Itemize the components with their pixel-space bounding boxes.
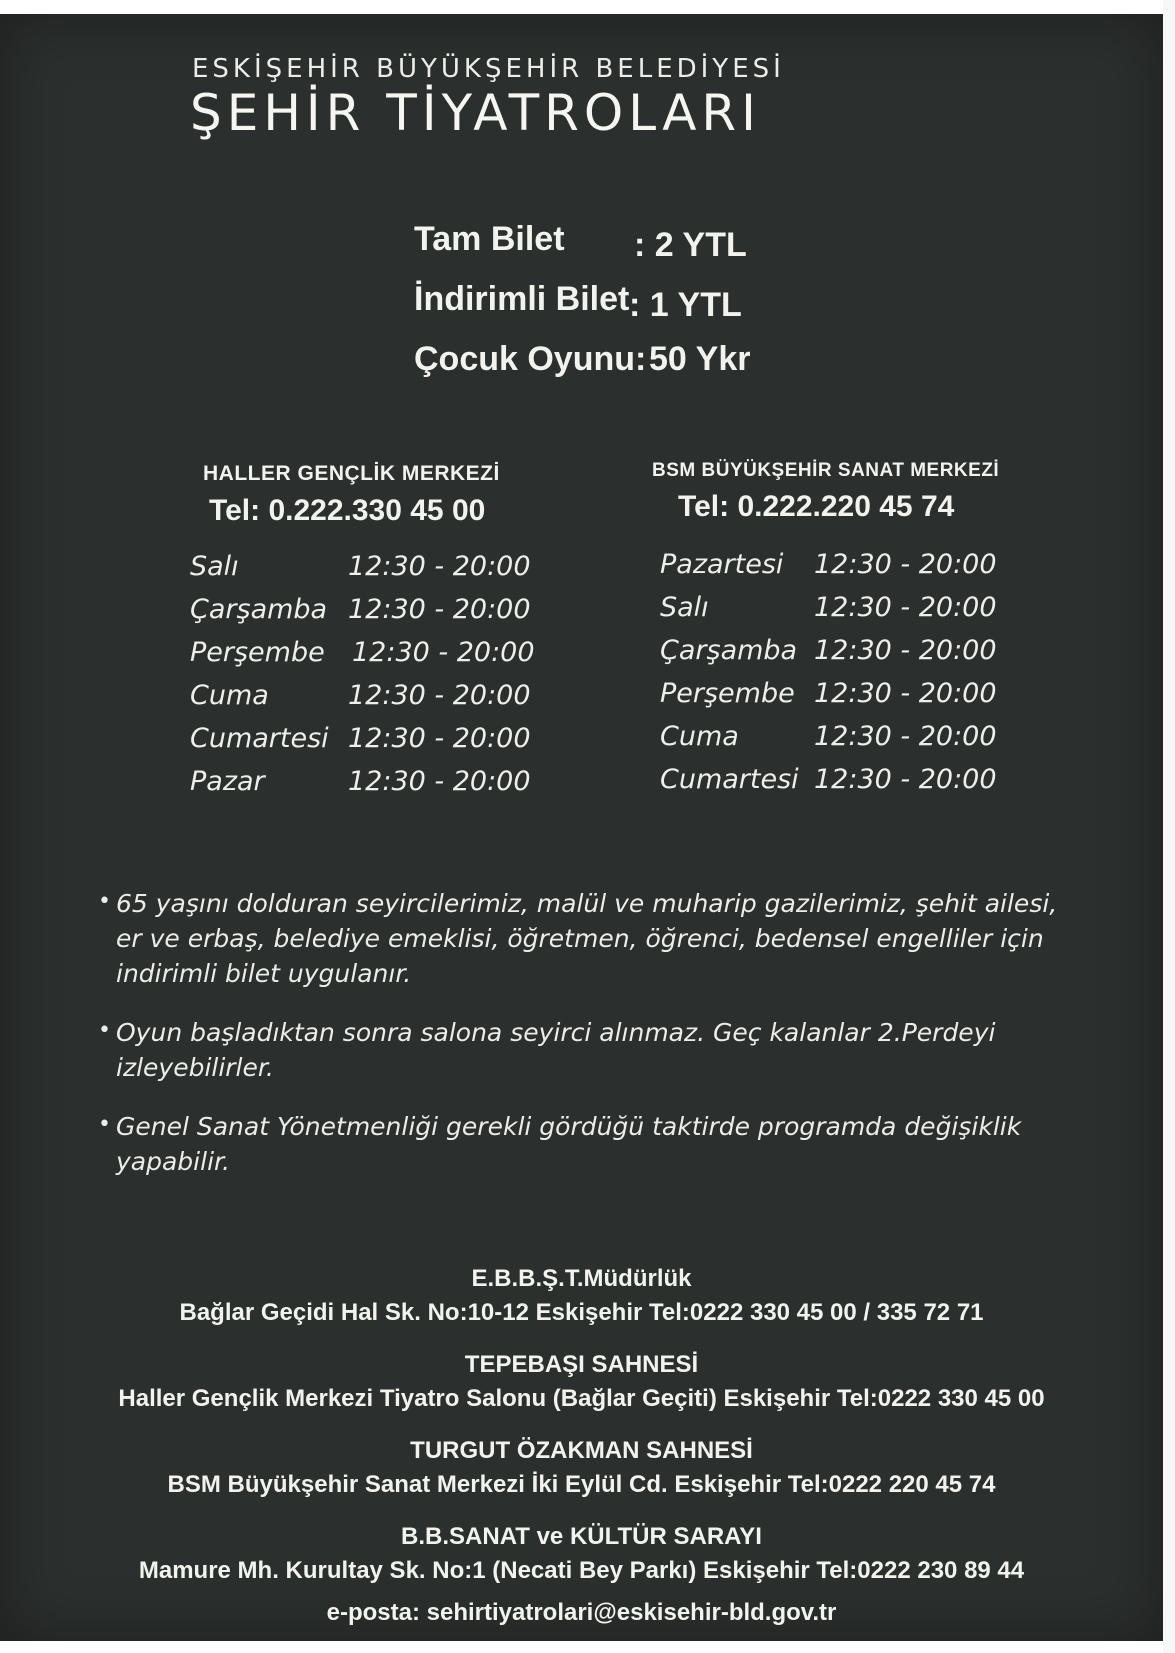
footer-title: B.B.SANAT ve KÜLTÜR SARAYI [401,1523,762,1550]
schedule-hours: 12:30 - 20:00 [348,766,531,797]
schedule-hours: 12:30 - 20:00 [814,549,997,580]
venue-left-tel: Tel: 0.222.330 45 00 [209,494,486,527]
footer-title: TURGUT ÖZAKMAN SAHNESİ [410,1437,753,1464]
schedule-day: Salı [660,592,709,623]
schedule-hours: 12:30 - 20:00 [814,592,997,623]
price-label: Çocuk Oyunu: [414,340,647,378]
schedule-day: Çarşamba [660,635,798,666]
organization-name: ESKİŞEHİR BÜYÜKŞEHİR BELEDİYESİ [192,54,785,84]
note-item [98,886,1088,991]
schedule-day: Cuma [190,680,269,711]
schedule-day: Çarşamba [190,594,328,625]
schedule-day: Cumartesi [660,764,799,795]
schedule-day: Cuma [660,721,739,752]
schedule-day: Pazar [190,766,265,797]
schedule-hours: 12:30 - 20:00 [348,680,531,711]
contact-footer [0,1262,1163,1630]
note-text: Genel Sanat Yönetmenliği gerekli gördüğü taktirde programda değişiklik yapabilir. [116,1112,1022,1176]
footer-address: Haller Gençlik Merkezi Tiyatro Salonu (Bağlar Geçiti) Eskişehir Tel:0222 330 45 00 [118,1385,1045,1412]
schedule-hours: 12:30 - 20:00 [348,723,531,754]
venue-right-tel: Tel: 0.222.220 45 74 [678,490,955,523]
price-value: : 2 YTL [634,226,747,264]
schedule-day: Perşembe [660,678,795,709]
schedule-hours: 12:30 - 20:00 [348,551,531,582]
page-margin-right [1163,0,1175,1653]
notes-list [98,886,1088,1203]
price-value: : 1 YTL [629,286,742,324]
schedule-day: Perşembe [190,637,325,668]
schedule-hours: 12:30 - 20:00 [814,678,997,709]
schedule-day: Pazartesi [660,549,784,580]
schedule-hours: 12:30 - 20:00 [814,764,997,795]
note-item [98,1109,1088,1179]
footer-address: Bağlar Geçidi Hal Sk. No:10-12 Eskişehir Tel:0222 330 45 00 / 335 72 71 [179,1299,984,1326]
footer-title: TEPEBAŞI SAHNESİ [464,1351,699,1378]
price-value: 50 Ykr [649,340,751,378]
price-label: İndirimli Bilet [414,280,630,318]
price-label: Tam Bilet [414,220,565,258]
page-title: ŞEHİR TİYATROLARI [190,84,761,142]
schedule-hours: 12:30 - 20:00 [814,635,997,666]
bullet-icon: • [98,1018,111,1043]
venue-right-name: BSM BÜYÜKŞEHİR SANAT MERKEZİ [652,460,1000,481]
note-text: 65 yaşını dolduran seyircilerimiz, malül ve muharip gazilerimiz, şehit ailesi, er ve erbaş, belediye emeklisi, öğretmen, öğrenci, bedensel engelliler için indirimli bilet uygulanır. [116,889,1058,988]
venue-left-name: HALLER GENÇLİK MERKEZİ [203,462,500,485]
schedule-hours: 12:30 - 20:00 [352,637,535,668]
bullet-icon: • [98,889,111,914]
schedule-day: Cumartesi [190,723,329,754]
footer-title: E.B.B.Ş.T.Müdürlük [471,1265,692,1292]
schedule-hours: 12:30 - 20:00 [348,594,531,625]
schedule-hours: 12:30 - 20:00 [814,721,997,752]
note-item [98,1015,1088,1085]
schedule-day: Salı [190,551,239,582]
theatre-info-board [0,14,1163,1641]
footer-email: e-posta: sehirtiyatrolari@eskisehir-bld.gov.tr [326,1599,837,1626]
note-text: Oyun başladıktan sonra salona seyirci alınmaz. Geç kalanlar 2.Perdeyi izleyebilirler. [116,1018,996,1082]
footer-address: Mamure Mh. Kurultay Sk. No:1 (Necati Bey Parkı) Eskişehir Tel:0222 230 89 44 [138,1557,1025,1584]
bullet-icon: • [98,1112,111,1137]
footer-address: BSM Büyükşehir Sanat Merkezi İki Eylül Cd. Eskişehir Tel:0222 220 45 74 [167,1471,996,1498]
